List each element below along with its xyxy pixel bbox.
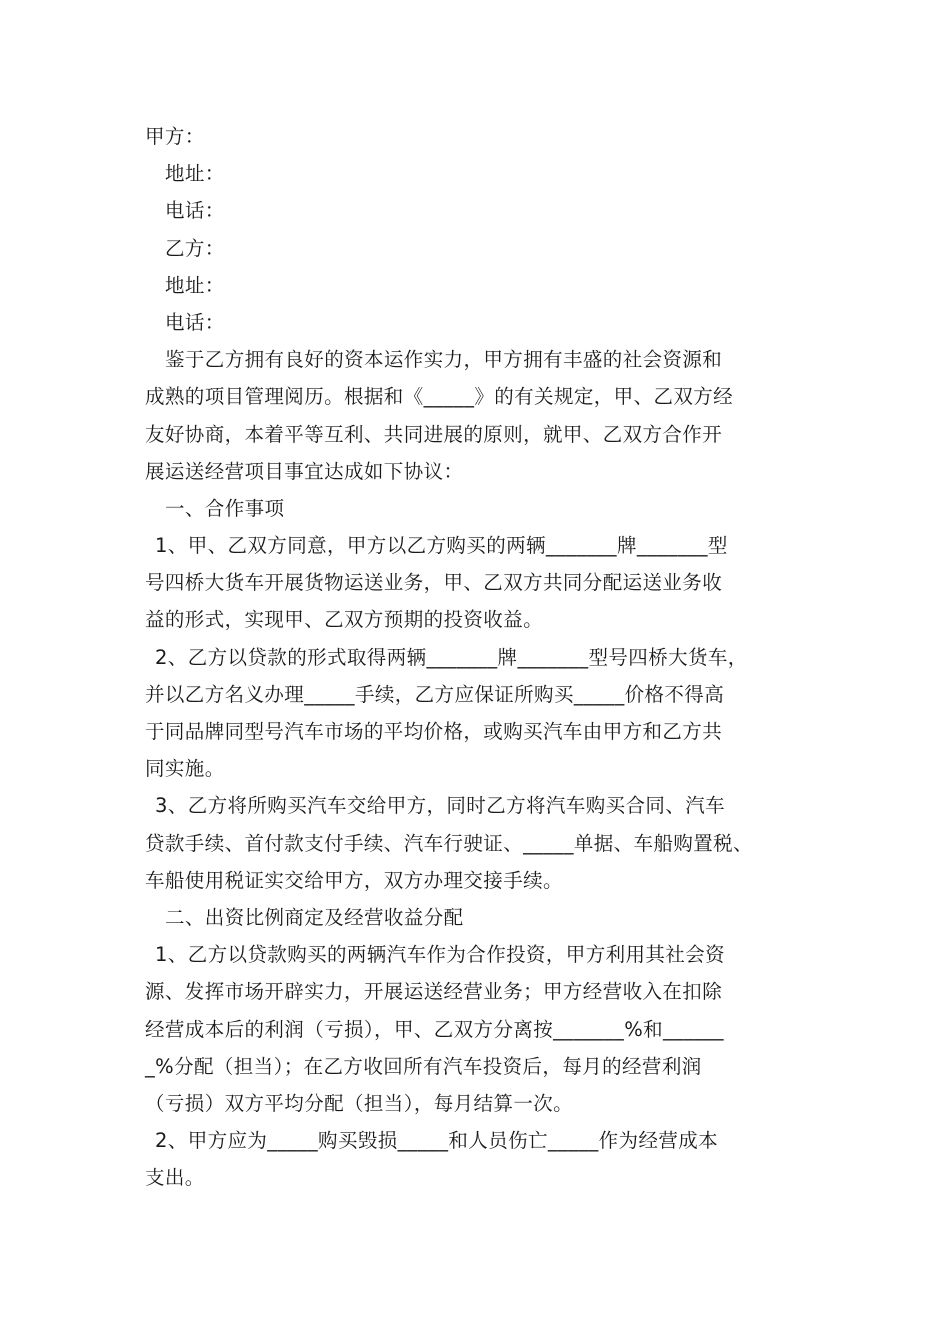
clause-line: 1、乙方以贷款购买的两辆汽车作为合作投资，甲方利用其社会资: [155, 943, 726, 967]
section-heading-1: 一、合作事项: [165, 496, 285, 520]
clause-line: 2、乙方以贷款的形式取得两辆_______牌_______型号四桥大货车，: [155, 645, 748, 669]
preamble-line: 展运送经营项目事宜达成如下协议：: [145, 459, 464, 483]
party-a-label: 甲方：: [145, 125, 205, 148]
party-b-phone: 电话：: [165, 310, 225, 334]
clause-line: 并以乙方名义办理_____手续，乙方应保证所购买_____价格不得高: [145, 682, 725, 706]
party-a-address: 地址：: [165, 162, 225, 186]
clause-line: 贷款手续、首付款支付手续、汽车行驶证、_____单据、车船购置税、: [145, 831, 753, 855]
clause-line: 益的形式，实现甲、乙双方预期的投资收益。: [145, 608, 544, 632]
preamble-line: 成熟的项目管理阅历。根据和《_____》的有关规定，甲、乙双方经: [145, 385, 734, 409]
preamble-line: 鉴于乙方拥有良好的资本运作实力，甲方拥有丰盛的社会资源和: [165, 348, 723, 372]
clause-line: 2、甲方应为_____购买毁损_____和人员伤亡_____作为经营成本: [155, 1129, 719, 1153]
party-b-address: 地址：: [165, 273, 225, 297]
clause-line: 车船使用税证实交给甲方，双方办理交接手续。: [145, 868, 563, 892]
contract-body: [145, 118, 830, 1196]
clause-line: 3、乙方将所购买汽车交给甲方，同时乙方将汽车购买合同、汽车: [155, 794, 726, 818]
preamble-line: 友好协商，本着平等互利、共同进展的原则，就甲、乙双方合作开: [145, 422, 723, 446]
clause-line: 1、甲、乙双方同意，甲方以乙方购买的两辆_______牌_______型: [155, 534, 728, 558]
section-heading-2: 二、出资比例商定及经营收益分配: [165, 905, 464, 929]
clause-line: 于同品牌同型号汽车市场的平均价格，或购买汽车由甲方和乙方共: [145, 720, 723, 743]
clause-line: 经营成本后的利润（亏损），甲、乙双方分离按_______%和______: [145, 1017, 724, 1041]
clause-line: 号四桥大货车开展货物运送业务，甲、乙双方共同分配运送业务收: [145, 571, 723, 595]
clause-line: 同实施。: [145, 757, 225, 781]
clause-line: 支出。: [145, 1166, 205, 1190]
party-a-phone: 电话：: [165, 199, 225, 223]
clause-line: _%分配（担当）；在乙方收回所有汽车投资后，每月的经营利润: [145, 1054, 702, 1078]
clause-line: （亏损）双方平均分配（担当），每月结算一次。: [145, 1091, 574, 1115]
clause-line: 源、发挥市场开辟实力，开展运送经营业务；甲方经营收入在扣除: [145, 980, 723, 1004]
party-b-label: 乙方：: [165, 236, 225, 260]
